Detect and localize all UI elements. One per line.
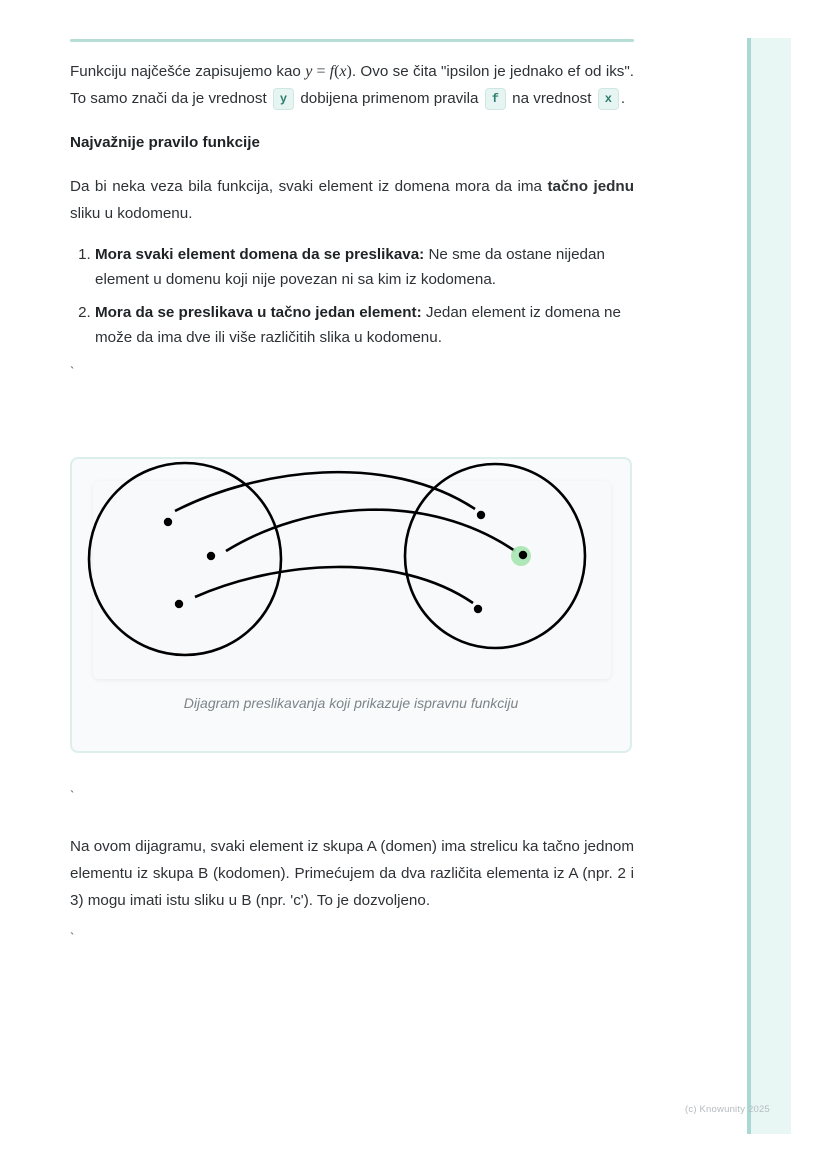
list-item-text: Ne sme da ostane nijedan element u domenu koji nije povezan ni sa kim iz kodomena. — [95, 246, 605, 288]
domain-element-3 — [175, 600, 183, 608]
codomain-set-circle — [405, 464, 585, 648]
list-item — [95, 242, 634, 292]
intro-text: . Ovo se čita "ipsilon je jednako ef od iks". To samo znači da je vrednost — [70, 63, 634, 107]
intro-text: Funkciju najčešće zapisujemo kao — [70, 63, 306, 80]
rules-list — [70, 242, 634, 350]
intro-text: . — [620, 90, 626, 107]
rule-paragraph — [70, 173, 634, 227]
code-chip-y: y — [273, 88, 294, 110]
section-heading: Najvažnije pravilo funkcije — [70, 134, 260, 151]
mapping-diagram-svg — [70, 457, 630, 697]
domain-element-1 — [164, 518, 172, 526]
mapping-arrow-3 — [195, 567, 473, 603]
list-item — [95, 300, 634, 350]
domain-set-circle — [89, 463, 281, 655]
intro-text: na vrednost — [507, 90, 596, 107]
math-formula: y = f(x) — [305, 63, 352, 80]
copyright-footer: (c) Knowunity 2025 — [685, 1104, 770, 1115]
domain-element-2 — [207, 552, 215, 560]
stray-backtick: ` — [70, 788, 75, 803]
document-body — [70, 56, 634, 389]
stray-backtick: ` — [70, 364, 75, 379]
code-chip-x: x — [598, 88, 619, 110]
codomain-element-2 — [519, 551, 527, 559]
rule-emphasis: tačno jednu — [547, 178, 634, 195]
intro-text: dobijena primenom pravila — [296, 90, 483, 107]
intro-paragraph — [70, 58, 634, 112]
rule-text: Da bi neka veza bila funkcija, svaki element iz domena mora da ima — [70, 178, 548, 195]
codomain-element-3 — [474, 605, 482, 613]
side-panel — [747, 38, 791, 1134]
list-item-title: Mora svaki element domena da se preslikava: — [95, 246, 425, 263]
side-accent-bar — [747, 38, 751, 1134]
figure-caption: Dijagram preslikavanja koji prikazuje ispravnu funkciju — [183, 695, 519, 711]
rule-text: sliku u kodomenu. — [70, 205, 193, 222]
top-divider — [70, 39, 634, 42]
codomain-element-1 — [477, 511, 485, 519]
list-item-title: Mora da se preslikava u tačno jedan element: — [95, 304, 422, 321]
code-chip-f: f — [485, 88, 506, 110]
stray-backtick: ` — [70, 930, 75, 945]
list-item-text: Jedan element iz domena ne može da ima dve ili više različitih slika u kodomenu. — [95, 304, 621, 346]
figure-box — [70, 457, 632, 753]
explanation-paragraph: Na ovom dijagramu, svaki element iz skupa A (domen) ima strelicu ka tačno jednom elementu iz skupa B (kodomen). Primećujem da dva različita elementa iz A (npr. 2 i 3) mogu imati istu sliku u B (npr. 'c'). To je dozvoljeno. — [70, 838, 634, 909]
mapping-diagram — [93, 481, 611, 679]
